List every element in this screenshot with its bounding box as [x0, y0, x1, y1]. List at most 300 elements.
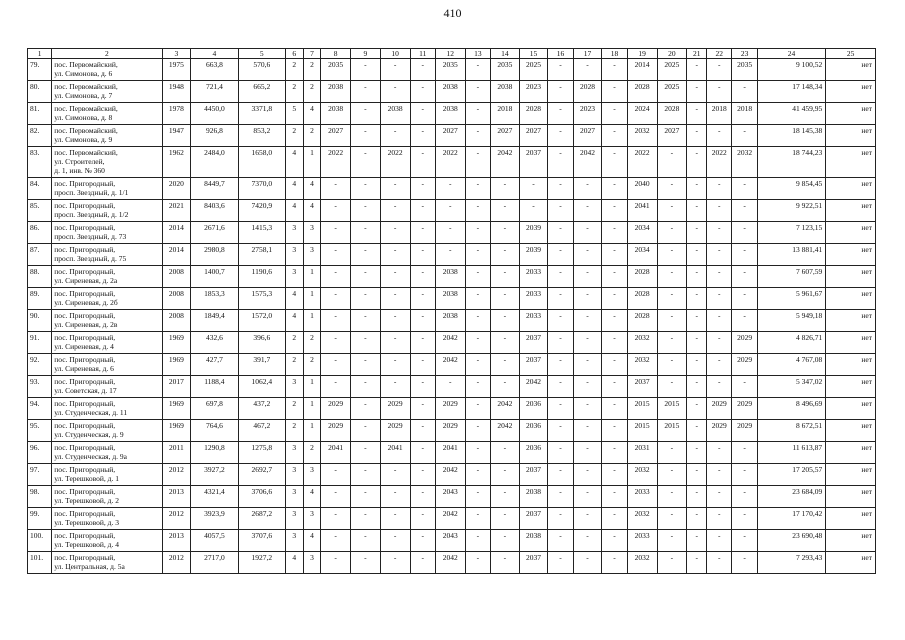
table-cell: 2040 — [627, 178, 657, 200]
table-cell: 2013 — [162, 530, 191, 552]
table-cell: 2034 — [627, 222, 657, 244]
table-cell: 2039 — [519, 222, 548, 244]
table-cell: - — [351, 398, 381, 420]
table-cell: - — [707, 508, 732, 530]
table-cell: 2 — [303, 125, 321, 147]
table-cell: 2034 — [627, 244, 657, 266]
table-cell: 23 684,09 — [757, 486, 825, 508]
table-cell: - — [410, 398, 435, 420]
table-cell: 1 — [303, 376, 321, 398]
address-cell — [52, 530, 162, 552]
table-cell: 2038 — [321, 81, 351, 103]
table-cell: 1975 — [162, 59, 191, 81]
table-cell: 2037 — [519, 552, 548, 574]
address-line: пос. Пригородный, — [54, 289, 116, 298]
table-row — [28, 59, 876, 81]
table-cell: - — [687, 288, 707, 310]
row-number: 83. — [28, 147, 52, 178]
column-header: 14 — [491, 49, 520, 59]
table-cell: - — [687, 81, 707, 103]
table-cell: - — [380, 200, 410, 222]
table-cell: - — [687, 266, 707, 288]
table-cell: 2028 — [627, 310, 657, 332]
table-cell: - — [410, 508, 435, 530]
table-cell: 2008 — [162, 288, 191, 310]
table-cell: - — [465, 178, 490, 200]
table-cell: нет — [826, 442, 876, 464]
table-cell: - — [687, 59, 707, 81]
table-cell: - — [548, 508, 573, 530]
row-number: 80. — [28, 81, 52, 103]
column-header: 19 — [627, 49, 657, 59]
table-row — [28, 200, 876, 222]
table-cell: 2023 — [519, 81, 548, 103]
table-cell: - — [687, 147, 707, 178]
address-line: пос. Пригородный, — [54, 553, 116, 562]
address-line: пос. Первомайский, — [54, 148, 118, 157]
housing-table — [27, 48, 876, 574]
table-cell: - — [687, 332, 707, 354]
address-cell — [52, 420, 162, 442]
column-header: 11 — [410, 49, 435, 59]
address-cell — [52, 200, 162, 222]
table-cell: - — [380, 81, 410, 103]
table-cell: 1849,4 — [191, 310, 238, 332]
table-cell: 13 881,41 — [757, 244, 825, 266]
table-cell: - — [410, 552, 435, 574]
table-cell: - — [602, 266, 627, 288]
table-cell: 2012 — [162, 552, 191, 574]
table-cell: - — [707, 178, 732, 200]
column-header: 18 — [602, 49, 627, 59]
table-cell: нет — [826, 464, 876, 486]
table-cell: - — [687, 222, 707, 244]
table-cell: - — [573, 222, 602, 244]
table-cell: - — [465, 244, 490, 266]
table-cell: - — [573, 332, 602, 354]
table-cell: - — [707, 442, 732, 464]
row-number: 90. — [28, 310, 52, 332]
table-cell: - — [491, 486, 520, 508]
table-cell: 2 — [303, 81, 321, 103]
address-line: ул. Сиреневая, д. 2б — [54, 297, 118, 307]
table-cell: - — [351, 354, 381, 376]
page-number: 410 — [443, 6, 462, 20]
table-cell: 2671,6 — [191, 222, 238, 244]
table-cell: - — [732, 222, 757, 244]
table-cell: - — [465, 103, 490, 125]
address-line: пос. Первомайский, — [54, 60, 118, 69]
table-cell: - — [707, 552, 732, 574]
table-cell: - — [573, 310, 602, 332]
table-cell: 1062,4 — [238, 376, 285, 398]
table-cell: 2027 — [435, 125, 465, 147]
table-cell: - — [657, 486, 687, 508]
address-line: пос. Первомайский, — [54, 126, 118, 135]
table-cell: - — [380, 376, 410, 398]
table-cell: - — [465, 266, 490, 288]
table-cell: 2032 — [627, 508, 657, 530]
table-cell: 2029 — [732, 354, 757, 376]
address-line: ул. Сиреневая, д. 6 — [54, 363, 114, 373]
table-cell: - — [380, 486, 410, 508]
table-cell: - — [573, 464, 602, 486]
table-cell: - — [380, 59, 410, 81]
address-line: ул. Симонова, д. 7 — [54, 90, 113, 100]
table-cell: - — [687, 310, 707, 332]
address-line: пос. Пригородный, — [54, 377, 116, 386]
table-cell: - — [321, 376, 351, 398]
table-cell: - — [602, 244, 627, 266]
table-cell: - — [410, 222, 435, 244]
table-cell: 427,7 — [191, 354, 238, 376]
table-cell: - — [380, 288, 410, 310]
address-cell — [52, 354, 162, 376]
table-cell: - — [410, 266, 435, 288]
table-cell: 41 459,95 — [757, 103, 825, 125]
table-cell: нет — [826, 332, 876, 354]
table-cell: 4 — [285, 200, 303, 222]
table-cell: - — [491, 288, 520, 310]
table-cell: 1969 — [162, 420, 191, 442]
table-cell: - — [602, 442, 627, 464]
address-cell — [52, 222, 162, 244]
table-row — [28, 486, 876, 508]
table-cell: - — [548, 552, 573, 574]
table-cell: 2039 — [519, 244, 548, 266]
table-cell: - — [351, 442, 381, 464]
column-header: 17 — [573, 49, 602, 59]
table-cell: - — [351, 81, 381, 103]
table-cell: 4 — [285, 178, 303, 200]
table-cell: 2037 — [519, 508, 548, 530]
table-cell: - — [410, 486, 435, 508]
table-cell: - — [465, 354, 490, 376]
table-cell: 3 — [285, 244, 303, 266]
table-cell: 4 767,08 — [757, 354, 825, 376]
table-cell: - — [602, 222, 627, 244]
table-cell: 2042 — [435, 508, 465, 530]
table-cell: 2013 — [162, 486, 191, 508]
row-number: 81. — [28, 103, 52, 125]
table-cell: - — [707, 332, 732, 354]
table-cell: - — [410, 376, 435, 398]
table-cell: 2014 — [627, 59, 657, 81]
address-line: ул. Сиреневая, д. 2а — [54, 275, 118, 285]
table-cell: 3927,2 — [191, 464, 238, 486]
table-cell: 2 — [285, 59, 303, 81]
table-cell: - — [435, 376, 465, 398]
table-cell: нет — [826, 552, 876, 574]
table-cell: 2021 — [162, 200, 191, 222]
table-cell: - — [657, 310, 687, 332]
table-cell: 3371,8 — [238, 103, 285, 125]
table-cell: 11 613,87 — [757, 442, 825, 464]
table-cell: - — [732, 464, 757, 486]
table-cell: - — [707, 200, 732, 222]
table-cell: - — [548, 464, 573, 486]
column-header: 4 — [191, 49, 238, 59]
table-cell: - — [321, 530, 351, 552]
table-cell: - — [657, 266, 687, 288]
column-header: 9 — [351, 49, 381, 59]
table-cell: - — [351, 125, 381, 147]
table-cell: 2029 — [732, 420, 757, 442]
table-cell: 3 — [285, 530, 303, 552]
table-cell: 1290,8 — [191, 442, 238, 464]
address-line: просп. Звездный, д. 1/1 — [54, 187, 129, 197]
table-cell: - — [707, 222, 732, 244]
table-cell: 4 — [285, 147, 303, 178]
table-cell: - — [351, 332, 381, 354]
table-cell: - — [321, 354, 351, 376]
table-cell: 2042 — [491, 398, 520, 420]
table-cell: - — [687, 178, 707, 200]
table-cell: - — [573, 354, 602, 376]
table-cell: - — [491, 222, 520, 244]
table-cell: 2038 — [435, 310, 465, 332]
table-cell: - — [548, 200, 573, 222]
table-cell: нет — [826, 376, 876, 398]
address-cell — [52, 125, 162, 147]
table-cell: 2025 — [657, 81, 687, 103]
table-cell: - — [657, 442, 687, 464]
table-cell: - — [410, 81, 435, 103]
table-cell: 3 — [303, 222, 321, 244]
table-cell: - — [321, 464, 351, 486]
table-cell: - — [573, 398, 602, 420]
table-cell: 4 — [303, 486, 321, 508]
table-cell: - — [548, 530, 573, 552]
table-cell: - — [465, 398, 490, 420]
table-cell: - — [687, 354, 707, 376]
table-cell: - — [465, 530, 490, 552]
table-cell: - — [465, 222, 490, 244]
table-cell: - — [602, 508, 627, 530]
table-cell: - — [732, 178, 757, 200]
table-cell: - — [602, 398, 627, 420]
table-cell: 4 — [285, 310, 303, 332]
table-cell: 4 — [303, 178, 321, 200]
table-cell: - — [548, 178, 573, 200]
table-row — [28, 125, 876, 147]
table-cell: - — [573, 552, 602, 574]
table-cell: 2037 — [627, 376, 657, 398]
table-cell: 3707,6 — [238, 530, 285, 552]
table-cell: - — [465, 310, 490, 332]
table-cell: - — [687, 530, 707, 552]
table-cell: - — [602, 288, 627, 310]
table-row — [28, 530, 876, 552]
address-cell — [52, 81, 162, 103]
address-line: пос. Пригородный, — [54, 421, 116, 430]
table-cell: - — [410, 332, 435, 354]
table-cell: нет — [826, 266, 876, 288]
table-cell: - — [687, 398, 707, 420]
table-cell: 2033 — [519, 310, 548, 332]
table-cell: - — [410, 200, 435, 222]
table-cell: 2012 — [162, 464, 191, 486]
column-header: 12 — [435, 49, 465, 59]
table-cell: 5 949,18 — [757, 310, 825, 332]
table-cell: - — [707, 530, 732, 552]
table-cell: - — [548, 244, 573, 266]
table-cell: 2024 — [627, 103, 657, 125]
table-cell: 2015 — [627, 398, 657, 420]
table-cell: - — [491, 332, 520, 354]
table-row — [28, 442, 876, 464]
table-cell: 2032 — [627, 464, 657, 486]
table-cell: 2041 — [380, 442, 410, 464]
row-number: 95. — [28, 420, 52, 442]
table-cell: 1572,0 — [238, 310, 285, 332]
table-cell: - — [410, 178, 435, 200]
address-line: ул. Терешковой, д. 3 — [54, 517, 119, 527]
table-cell: 2042 — [519, 376, 548, 398]
table-cell: - — [687, 464, 707, 486]
table-cell: - — [573, 376, 602, 398]
table-cell: 2 — [303, 332, 321, 354]
table-cell: 2 — [285, 420, 303, 442]
address-line: д. 1, инв. № 360 — [54, 165, 105, 175]
table-cell: - — [657, 376, 687, 398]
table-cell: 1 — [303, 420, 321, 442]
table-cell: - — [548, 103, 573, 125]
table-cell: - — [602, 420, 627, 442]
table-cell: 4321,4 — [191, 486, 238, 508]
table-cell: 1658,0 — [238, 147, 285, 178]
table-cell: - — [321, 244, 351, 266]
table-cell: - — [602, 464, 627, 486]
table-cell: 2042 — [435, 354, 465, 376]
table-cell: 697,8 — [191, 398, 238, 420]
table-cell: - — [548, 59, 573, 81]
row-number: 86. — [28, 222, 52, 244]
table-cell: - — [410, 244, 435, 266]
table-cell: 2038 — [435, 103, 465, 125]
row-number: 88. — [28, 266, 52, 288]
table-cell: - — [573, 266, 602, 288]
column-header: 22 — [707, 49, 732, 59]
table-cell: 2031 — [627, 442, 657, 464]
table-cell: 2029 — [380, 420, 410, 442]
table-cell: 721,4 — [191, 81, 238, 103]
table-cell: 2037 — [519, 147, 548, 178]
table-cell: - — [321, 508, 351, 530]
column-header: 3 — [162, 49, 191, 59]
table-cell: 2033 — [627, 486, 657, 508]
table-cell: - — [687, 200, 707, 222]
table-cell: 2028 — [657, 103, 687, 125]
table-cell: 2022 — [321, 147, 351, 178]
table-cell: - — [573, 508, 602, 530]
table-cell: 2037 — [519, 464, 548, 486]
table-cell: нет — [826, 147, 876, 178]
address-cell — [52, 464, 162, 486]
table-cell: - — [465, 125, 490, 147]
table-cell: 1400,7 — [191, 266, 238, 288]
table-cell: - — [657, 200, 687, 222]
table-cell: - — [321, 552, 351, 574]
row-number: 93. — [28, 376, 52, 398]
address-line: ул. Строителей, — [54, 156, 105, 166]
table-cell: 2027 — [321, 125, 351, 147]
table-row — [28, 81, 876, 103]
table-cell: 2032 — [627, 354, 657, 376]
table-cell: 2042 — [491, 420, 520, 442]
table-cell: 2008 — [162, 266, 191, 288]
column-header: 5 — [238, 49, 285, 59]
table-cell: - — [380, 508, 410, 530]
column-header: 8 — [321, 49, 351, 59]
table-cell: 3 — [285, 222, 303, 244]
table-cell: 2028 — [627, 81, 657, 103]
table-cell: - — [687, 486, 707, 508]
table-cell: - — [732, 200, 757, 222]
address-line: просп. Звездный, д. 75 — [54, 253, 127, 263]
table-cell: 2014 — [162, 222, 191, 244]
table-cell: - — [548, 147, 573, 178]
table-cell: нет — [826, 420, 876, 442]
column-header: 10 — [380, 49, 410, 59]
address-cell — [52, 266, 162, 288]
table-cell: - — [573, 486, 602, 508]
table-cell: 2036 — [519, 442, 548, 464]
table-cell: 2035 — [491, 59, 520, 81]
address-line: ул. Центральная, д. 5а — [54, 561, 125, 571]
table-cell: - — [657, 464, 687, 486]
table-cell: - — [707, 486, 732, 508]
table-cell: 2038 — [519, 486, 548, 508]
address-cell — [52, 332, 162, 354]
table-cell: - — [351, 464, 381, 486]
table-cell: - — [465, 59, 490, 81]
table-cell: - — [491, 552, 520, 574]
table-cell: - — [657, 332, 687, 354]
address-cell — [52, 310, 162, 332]
row-number: 92. — [28, 354, 52, 376]
table-cell: - — [465, 147, 490, 178]
table-cell: 7 607,59 — [757, 266, 825, 288]
table-cell: 2041 — [435, 442, 465, 464]
table-cell: - — [351, 103, 381, 125]
table-header-row — [28, 49, 876, 59]
table-cell: 2027 — [491, 125, 520, 147]
table-cell: - — [380, 125, 410, 147]
table-cell: нет — [826, 508, 876, 530]
table-cell: - — [573, 200, 602, 222]
table-cell: 2029 — [435, 398, 465, 420]
table-cell: - — [602, 103, 627, 125]
address-cell — [52, 376, 162, 398]
column-header: 23 — [732, 49, 757, 59]
table-cell: - — [410, 103, 435, 125]
table-cell: - — [465, 552, 490, 574]
table-cell: - — [732, 376, 757, 398]
address-line: просп. Звездный, д. 73 — [54, 231, 127, 241]
table-cell: - — [491, 508, 520, 530]
table-cell: - — [380, 552, 410, 574]
table-cell: - — [687, 552, 707, 574]
table-cell: - — [435, 200, 465, 222]
table-cell: - — [435, 178, 465, 200]
table-cell: 1190,6 — [238, 266, 285, 288]
table-cell: 2036 — [519, 420, 548, 442]
table-cell: 2029 — [380, 398, 410, 420]
table-cell: - — [380, 530, 410, 552]
table-cell: 2027 — [519, 125, 548, 147]
table-cell: 2032 — [627, 552, 657, 574]
